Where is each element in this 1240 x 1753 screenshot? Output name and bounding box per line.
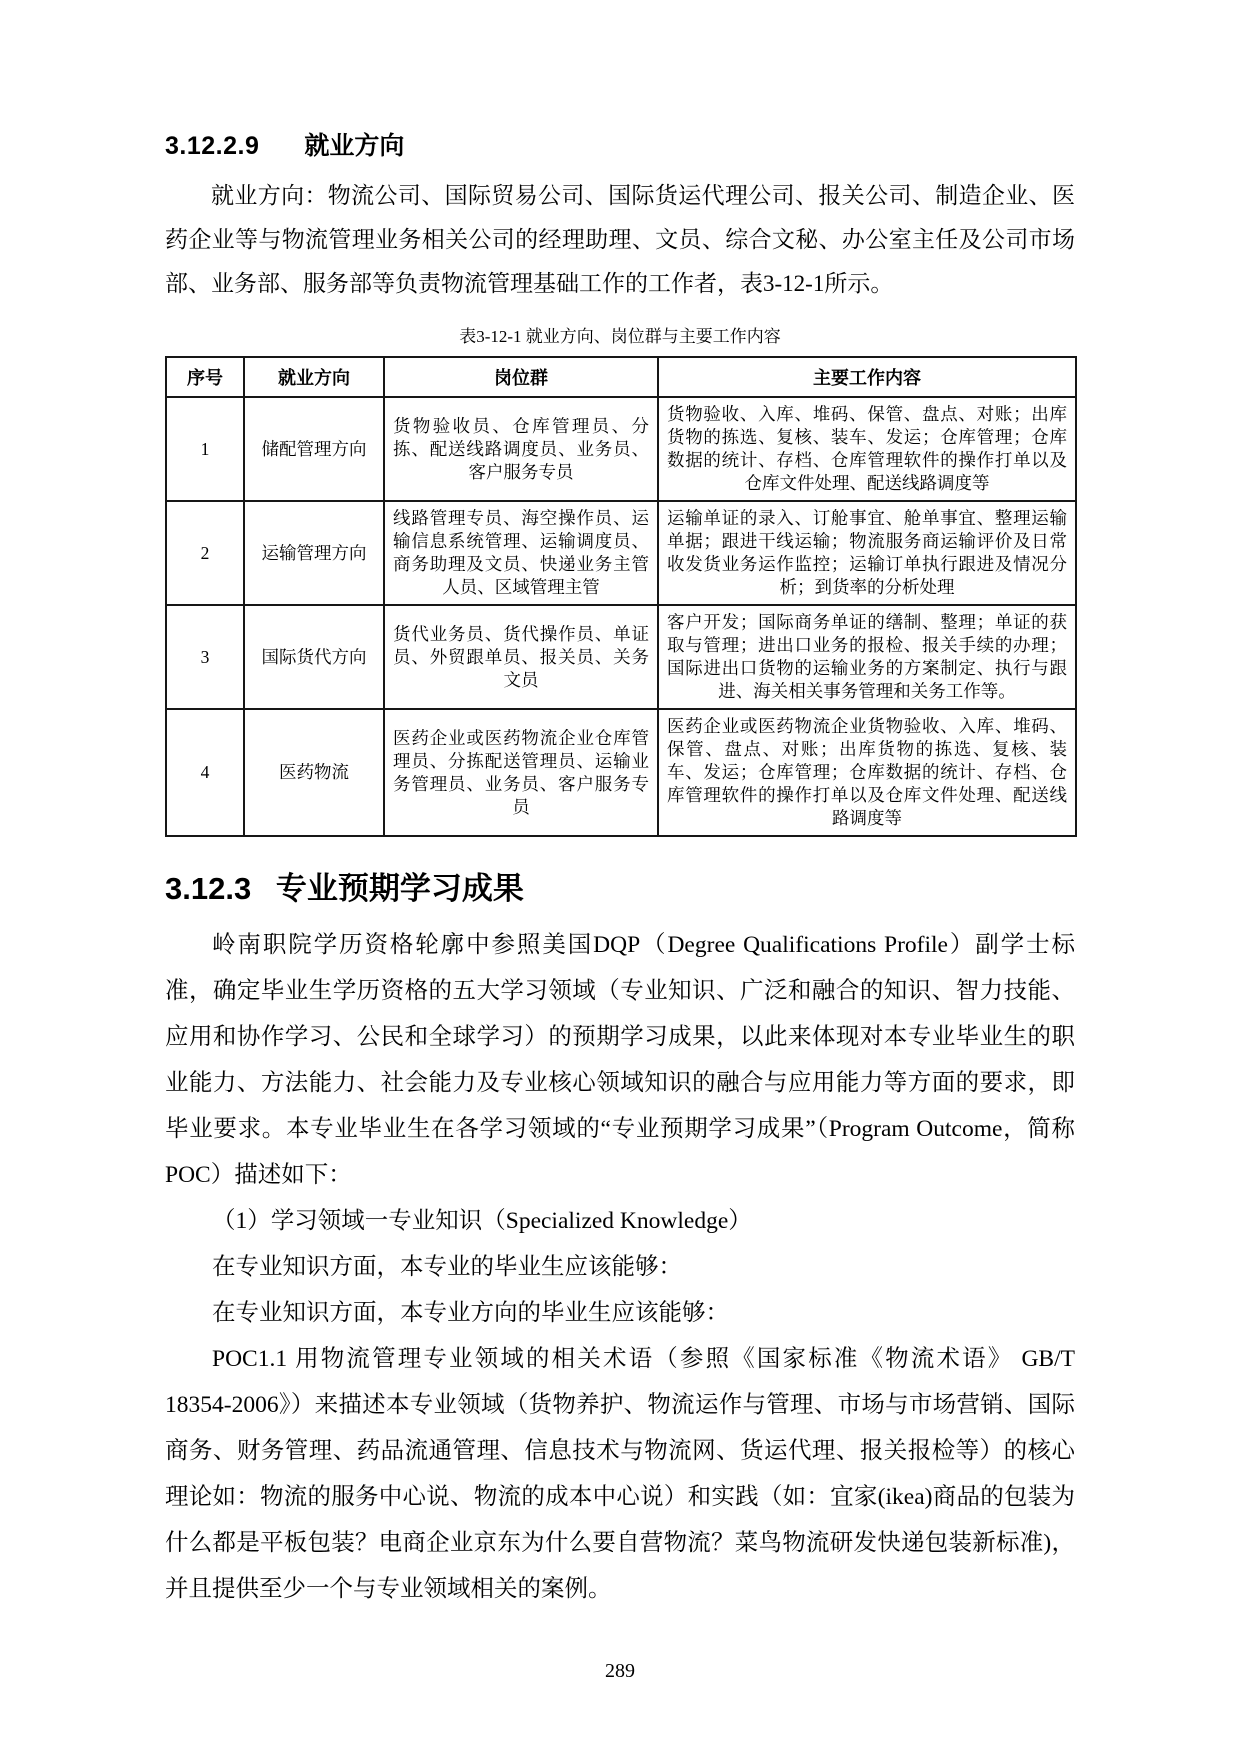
col-header-positions: 岗位群	[384, 357, 658, 397]
col-header-no: 序号	[166, 357, 244, 397]
section-heading-title: 就业方向	[304, 132, 405, 160]
cell-no: 2	[166, 501, 244, 605]
cell-direction: 运输管理方向	[244, 501, 384, 605]
table-row	[166, 709, 1076, 836]
outcomes-paragraph-poc11: POC1.1 用物流管理专业领域的相关术语（参照《国家标准《物流术语》 GB/T 18354-2006》）来描述本专业领域（货物养护、物流运作与管理、市场与市场营销、国际商务、财务管理、药品流通管理、信息技术与物流网、货运代理、报关报检等）的核心理论如：物流的服务中心说、物流的成本中心说）和实践（如：宜家(ikea)商品的包装为什么都是平板包装？电商企业京东为什么要自营物流？菜鸟物流研发快递包装新标准)，并且提供至少一个与专业领域相关的案例。	[165, 1346, 1075, 1602]
section-heading-outcomes	[165, 863, 1075, 908]
cell-direction: 国际货代方向	[244, 605, 384, 709]
table-caption: 表3-12-1 就业方向、岗位群与主要工作内容	[459, 327, 781, 346]
cell-duties: 客户开发；国际商务单证的缮制、整理；单证的获取与管理；进出口业务的报检、报关手续的办理；国际进出口货物的运输业务的方案制定、执行与跟进、海关相关事务管理和关务工作等。	[658, 605, 1076, 709]
outcomes-paragraph-line1: 在专业知识方面，本专业的毕业生应该能够：	[212, 1254, 682, 1280]
table-row	[166, 501, 1076, 605]
page-number: 289	[605, 1660, 635, 1682]
col-header-direction: 就业方向	[244, 357, 384, 397]
col-header-duties: 主要工作内容	[658, 357, 1076, 397]
cell-positions: 货物验收员、仓库管理员、分拣、配送线路调度员、业务员、客户服务专员	[384, 397, 658, 501]
cell-duties: 运输单证的录入、订舱事宜、舱单事宜、整理运输单据；跟进干线运输；物流服务商运输评价及日常收发货业务运作监控；运输订单执行跟进及情况分析；到货率的分析处理	[658, 501, 1076, 605]
cell-duties: 医药企业或医药物流企业货物验收、入库、堆码、保管、盘点、对账；出库货物的拣选、复核、装车、发运；仓库管理；仓库数据的统计、存档、仓库管理软件的操作打单以及仓库文件处理、配送线路调度等	[658, 709, 1076, 836]
cell-no: 1	[166, 397, 244, 501]
cell-positions: 线路管理专员、海空操作员、运输信息系统管理、运输调度员、商务助理及文员、快递业务主管人员、区域管理主管	[384, 501, 658, 605]
table-row	[166, 605, 1076, 709]
cell-positions: 货代业务员、货代操作员、单证员、外贸跟单员、报关员、关务文员	[384, 605, 658, 709]
cell-direction: 医药物流	[244, 709, 384, 836]
employment-directions-table	[165, 356, 1077, 837]
table-header-row	[166, 357, 1076, 397]
section-heading-number: 3.12.3	[165, 871, 252, 906]
outcomes-paragraph-domain: （1）学习领域一专业知识（Specialized Knowledge）	[212, 1208, 752, 1234]
outcomes-paragraph-intro: 岭南职院学历资格轮廓中参照美国DQP（Degree Qualifications Profile）副学士标准，确定毕业生学历资格的五大学习领域（专业知识、广泛和融合的知识、智力技能、应用和协作学习、公民和全球学习）的预期学习成果，以此来体现对本专业毕业生的职业能力、方法能力、社会能力及专业核心领域知识的融合与应用能力等方面的要求，即毕业要求。本专业毕业生在各学习领域的“专业预期学习成果”（Program Outcome，简称POC）描述如下：	[165, 932, 1075, 1188]
cell-no: 3	[166, 605, 244, 709]
employment-paragraph: 就业方向：物流公司、国际贸易公司、国际货运代理公司、报关公司、制造企业、医药企业等与物流管理业务相关公司的经理助理、文员、综合文秘、办公室主任及公司市场部、业务部、服务部等负责物流管理基础工作的工作者，表3-12-1所示。	[165, 183, 1075, 296]
cell-positions: 医药企业或医药物流企业仓库管理员、分拣配送管理员、运输业务管理员、业务员、客户服务专员	[384, 709, 658, 836]
document-page-content	[165, 0, 1075, 1612]
section-heading-number: 3.12.2.9	[165, 132, 260, 160]
cell-duties: 货物验收、入库、堆码、保管、盘点、对账；出库货物的拣选、复核、装车、发运；仓库管理；仓库数据的统计、存档、仓库管理软件的操作打单以及仓库文件处理、配送线路调度等	[658, 397, 1076, 501]
outcomes-paragraph-line2: 在专业知识方面，本专业方向的毕业生应该能够：	[212, 1300, 729, 1326]
cell-no: 4	[166, 709, 244, 836]
section-heading-title: 专业预期学习成果	[275, 871, 524, 906]
table-row	[166, 397, 1076, 501]
cell-direction: 储配管理方向	[244, 397, 384, 501]
section-heading-employment	[165, 126, 1075, 162]
